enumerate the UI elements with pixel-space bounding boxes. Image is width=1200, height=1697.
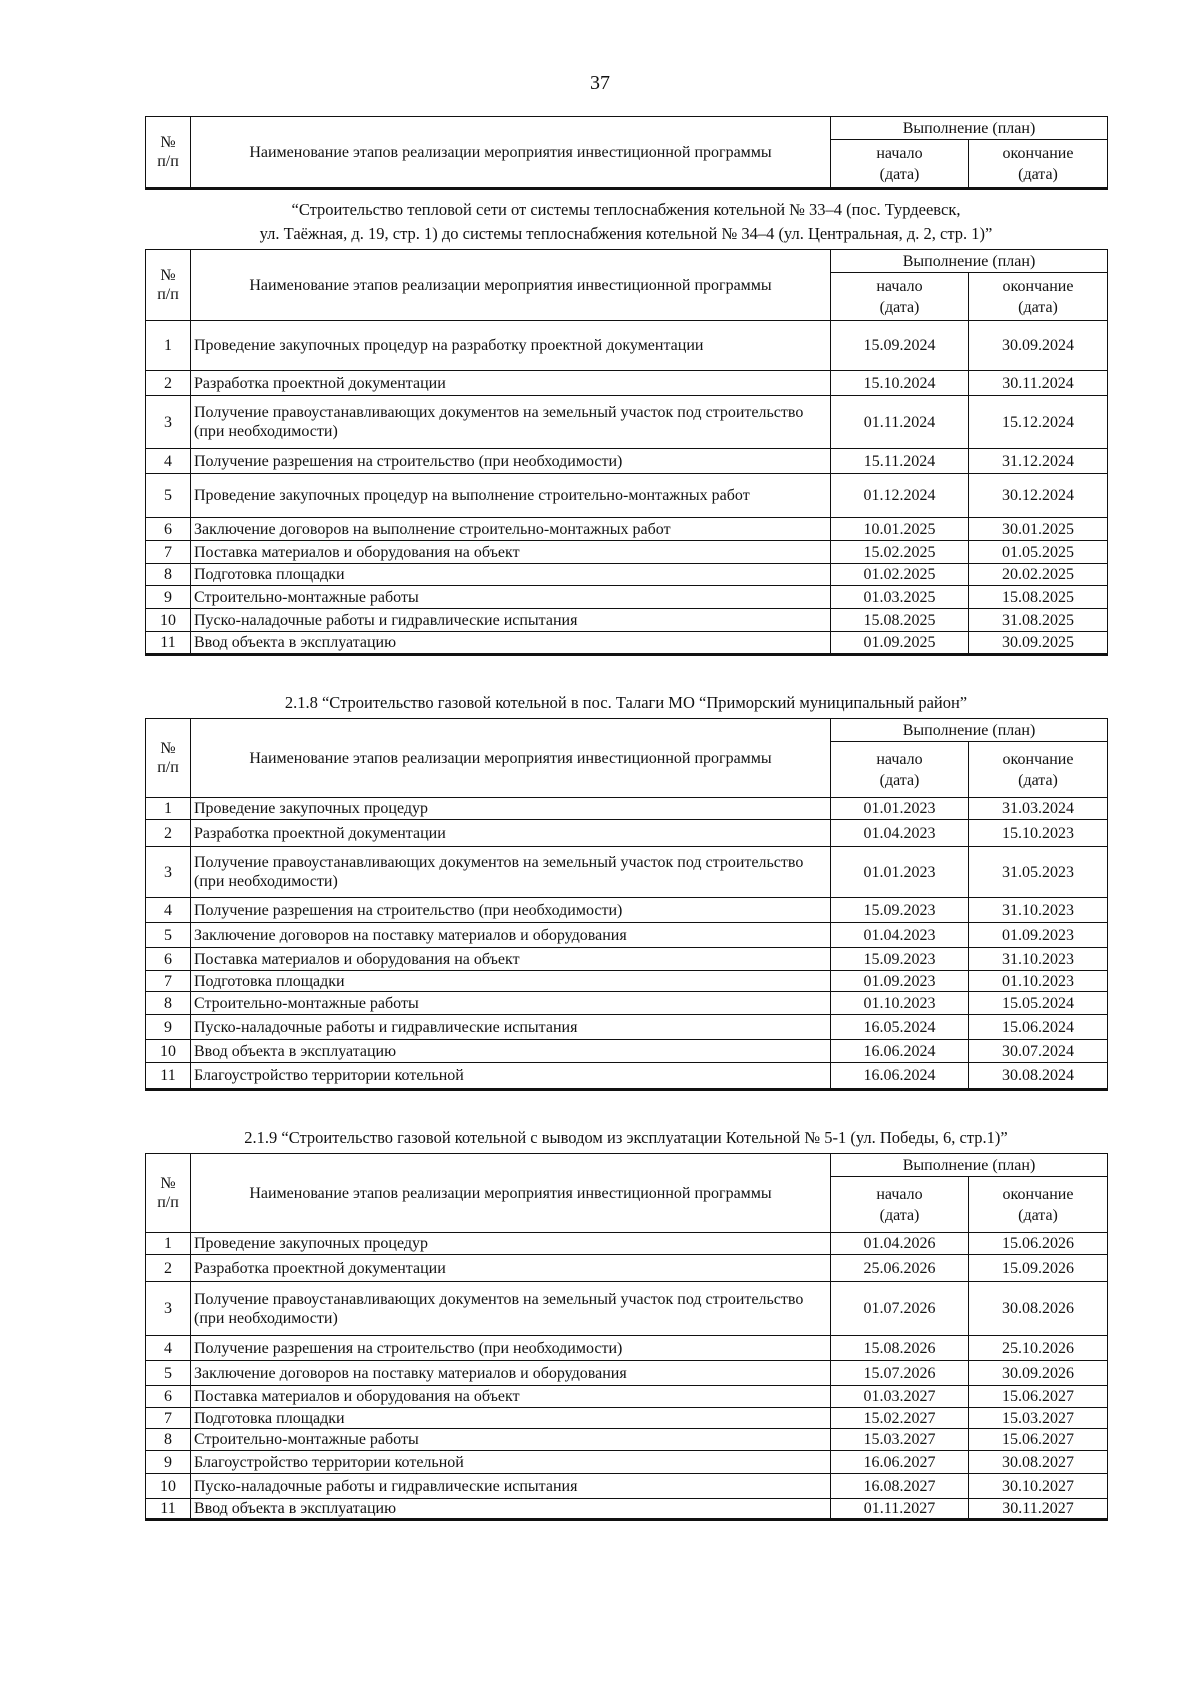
- row-number: 7: [146, 541, 191, 564]
- table-row: [146, 923, 1108, 948]
- start-date: 15.09.2023: [831, 948, 969, 971]
- header-end-sub: (дата): [1018, 771, 1058, 789]
- row-number: 11: [146, 1063, 191, 1090]
- end-date: 31.12.2024: [969, 449, 1108, 474]
- table-row: [146, 396, 1108, 449]
- row-number: 8: [146, 564, 191, 586]
- row-number: 7: [146, 1408, 191, 1429]
- page-number: 37: [590, 72, 610, 94]
- end-date: 30.11.2024: [969, 371, 1108, 396]
- stage-name: Разработка проектной документации: [191, 1255, 831, 1282]
- row-number: 3: [146, 847, 191, 898]
- stage-name: Подготовка площадки: [191, 971, 831, 992]
- row-number: 10: [146, 1040, 191, 1063]
- header-execution-plan: Выполнение (план): [831, 117, 1108, 140]
- start-date: 01.09.2025: [831, 632, 969, 655]
- stage-name: Проведение закупочных процедур: [191, 1233, 831, 1255]
- end-date: 31.08.2025: [969, 609, 1108, 632]
- start-date: 01.04.2026: [831, 1233, 969, 1255]
- row-number: 1: [146, 321, 191, 371]
- header-number-pp: п/п: [157, 1194, 179, 1211]
- end-date: 30.09.2024: [969, 321, 1108, 371]
- end-date: 15.12.2024: [969, 396, 1108, 449]
- start-date: 15.08.2026: [831, 1336, 969, 1361]
- table-row: [146, 971, 1108, 992]
- stage-name: Разработка проектной документации: [191, 371, 831, 396]
- table-row: [146, 1499, 1108, 1520]
- row-number: 5: [146, 474, 191, 518]
- end-date: 30.09.2026: [969, 1361, 1108, 1386]
- start-date: 01.04.2023: [831, 820, 969, 847]
- header-start-label: начало: [876, 1185, 923, 1203]
- end-date: 15.05.2024: [969, 992, 1108, 1015]
- header-execution-plan: Выполнение (план): [831, 250, 1108, 273]
- table-row: [146, 1015, 1108, 1040]
- table-row: [146, 632, 1108, 655]
- end-date: 30.11.2027: [969, 1499, 1108, 1520]
- end-date: 15.08.2025: [969, 586, 1108, 609]
- caption-line: 2.1.9 “Строительство газовой котельной с выводом из эксплуатации Котельной № 5-1 (ул. Победы, 6, стр.1)”: [244, 1128, 1008, 1147]
- header-end-date: [969, 742, 1108, 798]
- end-date: 01.10.2023: [969, 971, 1108, 992]
- start-date: 01.11.2027: [831, 1499, 969, 1520]
- schedule-table-2-1-9: [145, 1153, 1108, 1521]
- start-date: 15.02.2025: [831, 541, 969, 564]
- end-date: 20.02.2025: [969, 564, 1108, 586]
- start-date: 01.03.2025: [831, 586, 969, 609]
- table-row: [146, 1408, 1108, 1429]
- start-date: 15.08.2025: [831, 609, 969, 632]
- stage-name: Пуско-наладочные работы и гидравлические испытания: [191, 609, 831, 632]
- stage-name: Пуско-наладочные работы и гидравлические испытания: [191, 1474, 831, 1499]
- end-date: 15.10.2023: [969, 820, 1108, 847]
- start-date: 15.03.2027: [831, 1429, 969, 1451]
- header-execution-plan: Выполнение (план): [831, 1154, 1108, 1177]
- header-end-sub: (дата): [1018, 165, 1058, 183]
- header-row: [146, 1154, 1108, 1177]
- start-date: 01.01.2023: [831, 847, 969, 898]
- header-end-date: [969, 140, 1108, 189]
- start-date: 01.01.2023: [831, 798, 969, 820]
- start-date: 15.11.2024: [831, 449, 969, 474]
- header-end-label: окончание: [1002, 750, 1074, 768]
- stage-name: Проведение закупочных процедур на выполнение строительно-монтажных работ: [191, 474, 831, 518]
- row-number: 9: [146, 586, 191, 609]
- stage-name: Подготовка площадки: [191, 1408, 831, 1429]
- end-date: 31.10.2023: [969, 948, 1108, 971]
- table-row: [146, 1255, 1108, 1282]
- header-number-cell: [146, 250, 191, 321]
- header-end-label: окончание: [1002, 277, 1074, 295]
- end-date: 15.09.2026: [969, 1255, 1108, 1282]
- header-row: [146, 117, 1108, 140]
- row-number: 4: [146, 449, 191, 474]
- start-date: 15.09.2024: [831, 321, 969, 371]
- table-row: [146, 449, 1108, 474]
- header-stage-name: Наименование этапов реализации мероприятия инвестиционной программы: [191, 719, 831, 798]
- start-date: 10.01.2025: [831, 518, 969, 541]
- stage-name: Ввод объекта в эксплуатацию: [191, 632, 831, 655]
- stage-name: Заключение договоров на поставку материалов и оборудования: [191, 1361, 831, 1386]
- row-number: 11: [146, 632, 191, 655]
- table-row: [146, 474, 1108, 518]
- header-start-sub: (дата): [879, 771, 920, 789]
- table-row: [146, 564, 1108, 586]
- stage-name: Получение правоустанавливающих документов на земельный участок под строительство (при необходимости): [191, 1282, 831, 1336]
- table-row: [146, 518, 1108, 541]
- table-row: [146, 541, 1108, 564]
- end-date: 30.09.2025: [969, 632, 1108, 655]
- start-date: 16.08.2027: [831, 1474, 969, 1499]
- stage-name: Подготовка площадки: [191, 564, 831, 586]
- caption-line: ул. Таёжная, д. 19, стр. 1) до системы теплоснабжения котельной № 34–4 (ул. Центральная, д. 2, стр. 1)”: [259, 224, 993, 243]
- end-date: 15.06.2027: [969, 1386, 1108, 1408]
- start-date: 01.07.2026: [831, 1282, 969, 1336]
- start-date: 01.10.2023: [831, 992, 969, 1015]
- header-stage-name: Наименование этапов реализации мероприятия инвестиционной программы: [191, 250, 831, 321]
- schedule-table-2-1-8: [145, 718, 1108, 1091]
- header-start-date: [831, 140, 969, 189]
- stage-name: Получение правоустанавливающих документов на земельный участок под строительство (при необходимости): [191, 847, 831, 898]
- table-row: [146, 1282, 1108, 1336]
- header-number-sign: №: [160, 267, 176, 284]
- end-date: 30.08.2027: [969, 1451, 1108, 1474]
- stage-name: Поставка материалов и оборудования на объект: [191, 948, 831, 971]
- table-row: [146, 1386, 1108, 1408]
- header-number-cell: [146, 1154, 191, 1233]
- stage-name: Заключение договоров на поставку материалов и оборудования: [191, 923, 831, 948]
- stage-name: Получение разрешения на строительство (при необходимости): [191, 898, 831, 923]
- header-number-sign: №: [160, 1175, 176, 1192]
- stage-name: Поставка материалов и оборудования на объект: [191, 541, 831, 564]
- start-date: 25.06.2026: [831, 1255, 969, 1282]
- row-number: 6: [146, 1386, 191, 1408]
- end-date: 31.05.2023: [969, 847, 1108, 898]
- table-row: [146, 898, 1108, 923]
- start-date: 01.12.2024: [831, 474, 969, 518]
- row-number: 10: [146, 609, 191, 632]
- header-end-date: [969, 273, 1108, 321]
- header-start-sub: (дата): [879, 165, 920, 183]
- stage-name: Проведение закупочных процедур на разработку проектной документации: [191, 321, 831, 371]
- table-row: [146, 1429, 1108, 1451]
- header-number-cell: [146, 719, 191, 798]
- header-end-date: [969, 1177, 1108, 1233]
- end-date: 25.10.2026: [969, 1336, 1108, 1361]
- table-row: [146, 1336, 1108, 1361]
- stage-name: Ввод объекта в эксплуатацию: [191, 1499, 831, 1520]
- header-start-label: начало: [876, 750, 923, 768]
- stage-name: Благоустройство территории котельной: [191, 1063, 831, 1090]
- row-number: 8: [146, 992, 191, 1015]
- header-start-sub: (дата): [879, 298, 920, 316]
- table-row: [146, 321, 1108, 371]
- header-start-label: начало: [876, 144, 923, 162]
- start-date: 16.05.2024: [831, 1015, 969, 1040]
- end-date: 01.05.2025: [969, 541, 1108, 564]
- header-number-pp: п/п: [157, 286, 179, 303]
- stage-name: Проведение закупочных процедур: [191, 798, 831, 820]
- header-end-label: окончание: [1002, 144, 1074, 162]
- row-number: 4: [146, 1336, 191, 1361]
- header-end-sub: (дата): [1018, 1206, 1058, 1224]
- start-date: 01.02.2025: [831, 564, 969, 586]
- row-number: 5: [146, 1361, 191, 1386]
- start-date: 15.09.2023: [831, 898, 969, 923]
- header-end-label: окончание: [1002, 1185, 1074, 1203]
- header-start-label: начало: [876, 277, 923, 295]
- row-number: 9: [146, 1015, 191, 1040]
- header-number-cell: [146, 117, 191, 189]
- start-date: 01.03.2027: [831, 1386, 969, 1408]
- row-number: 6: [146, 948, 191, 971]
- section-caption-heating-network: [145, 198, 1107, 246]
- end-date: 31.03.2024: [969, 798, 1108, 820]
- continuation-header-table: [145, 116, 1108, 190]
- row-number: 10: [146, 1474, 191, 1499]
- header-start-date: [831, 273, 969, 321]
- stage-name: Благоустройство территории котельной: [191, 1451, 831, 1474]
- stage-name: Получение разрешения на строительство (при необходимости): [191, 1336, 831, 1361]
- stage-name: Строительно-монтажные работы: [191, 1429, 831, 1451]
- header-stage-name: Наименование этапов реализации мероприятия инвестиционной программы: [191, 117, 831, 189]
- end-date: 30.10.2027: [969, 1474, 1108, 1499]
- start-date: 16.06.2024: [831, 1063, 969, 1090]
- row-number: 4: [146, 898, 191, 923]
- end-date: 15.03.2027: [969, 1408, 1108, 1429]
- caption-line: “Строительство тепловой сети от системы теплоснабжения котельной № 33–4 (пос. Турдеевск,: [291, 200, 961, 219]
- start-date: 15.02.2027: [831, 1408, 969, 1429]
- schedule-table-heating-network: [145, 249, 1108, 656]
- end-date: 30.12.2024: [969, 474, 1108, 518]
- stage-name: Строительно-монтажные работы: [191, 586, 831, 609]
- table-row: [146, 1451, 1108, 1474]
- table-row: [146, 820, 1108, 847]
- table-row: [146, 371, 1108, 396]
- header-number-pp: п/п: [157, 153, 179, 170]
- end-date: 31.10.2023: [969, 898, 1108, 923]
- end-date: 01.09.2023: [969, 923, 1108, 948]
- caption-line: 2.1.8 “Строительство газовой котельной в пос. Талаги МО “Приморский муниципальный район”: [284, 693, 968, 712]
- end-date: 15.06.2027: [969, 1429, 1108, 1451]
- table-row: [146, 1474, 1108, 1499]
- row-number: 2: [146, 371, 191, 396]
- start-date: 01.09.2023: [831, 971, 969, 992]
- row-number: 3: [146, 396, 191, 449]
- stage-name: Разработка проектной документации: [191, 820, 831, 847]
- header-stage-name: Наименование этапов реализации мероприятия инвестиционной программы: [191, 1154, 831, 1233]
- row-number: 1: [146, 798, 191, 820]
- row-number: 11: [146, 1499, 191, 1520]
- row-number: 2: [146, 820, 191, 847]
- header-row: [146, 719, 1108, 742]
- table-row: [146, 1233, 1108, 1255]
- header-number-pp: п/п: [157, 759, 179, 776]
- row-number: 1: [146, 1233, 191, 1255]
- row-number: 3: [146, 1282, 191, 1336]
- start-date: 16.06.2027: [831, 1451, 969, 1474]
- start-date: 01.11.2024: [831, 396, 969, 449]
- end-date: 15.06.2024: [969, 1015, 1108, 1040]
- row-number: 2: [146, 1255, 191, 1282]
- start-date: 01.04.2023: [831, 923, 969, 948]
- header-number-sign: №: [160, 134, 176, 151]
- start-date: 15.10.2024: [831, 371, 969, 396]
- header-end-sub: (дата): [1018, 298, 1058, 316]
- table-row: [146, 586, 1108, 609]
- stage-name: Заключение договоров на выполнение строительно-монтажных работ: [191, 518, 831, 541]
- table-row: [146, 609, 1108, 632]
- end-date: 30.07.2024: [969, 1040, 1108, 1063]
- header-execution-plan: Выполнение (план): [831, 719, 1108, 742]
- row-number: 7: [146, 971, 191, 992]
- section-caption-2-1-8: [145, 691, 1107, 715]
- table-row: [146, 1361, 1108, 1386]
- end-date: 30.08.2026: [969, 1282, 1108, 1336]
- table-row: [146, 948, 1108, 971]
- table-row: [146, 798, 1108, 820]
- header-start-sub: (дата): [879, 1206, 920, 1224]
- table-row: [146, 847, 1108, 898]
- stage-name: Получение разрешения на строительство (при необходимости): [191, 449, 831, 474]
- stage-name: Получение правоустанавливающих документов на земельный участок под строительство (при необходимости): [191, 396, 831, 449]
- header-number-sign: №: [160, 740, 176, 757]
- start-date: 15.07.2026: [831, 1361, 969, 1386]
- row-number: 6: [146, 518, 191, 541]
- header-start-date: [831, 1177, 969, 1233]
- section-caption-2-1-9: [145, 1126, 1107, 1150]
- stage-name: Ввод объекта в эксплуатацию: [191, 1040, 831, 1063]
- header-start-date: [831, 742, 969, 798]
- end-date: 15.06.2026: [969, 1233, 1108, 1255]
- end-date: 30.01.2025: [969, 518, 1108, 541]
- table-row: [146, 1040, 1108, 1063]
- row-number: 8: [146, 1429, 191, 1451]
- table-row: [146, 1063, 1108, 1090]
- stage-name: Пуско-наладочные работы и гидравлические испытания: [191, 1015, 831, 1040]
- end-date: 30.08.2024: [969, 1063, 1108, 1090]
- start-date: 16.06.2024: [831, 1040, 969, 1063]
- row-number: 5: [146, 923, 191, 948]
- stage-name: Поставка материалов и оборудования на объект: [191, 1386, 831, 1408]
- header-row: [146, 250, 1108, 273]
- stage-name: Строительно-монтажные работы: [191, 992, 831, 1015]
- row-number: 9: [146, 1451, 191, 1474]
- table-row: [146, 992, 1108, 1015]
